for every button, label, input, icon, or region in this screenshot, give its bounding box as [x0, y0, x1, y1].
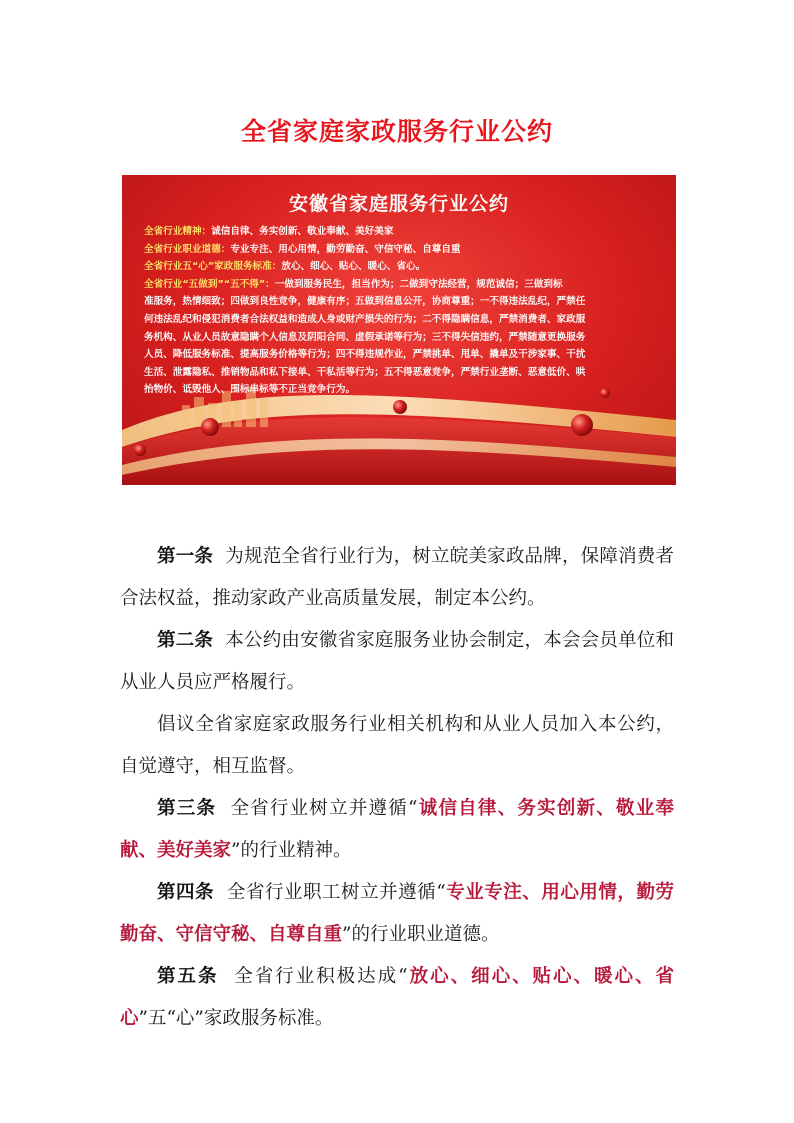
banner-text	[144, 223, 656, 399]
banner-line-label: 全省行业“五做到”“五不得”：	[144, 278, 275, 290]
banner-line-label: 全省行业精神：	[144, 226, 212, 237]
article-text: 全省行业积极达成“	[234, 966, 408, 987]
banner-line	[144, 241, 656, 259]
banner-line	[144, 293, 656, 311]
banner-line-text: 务机构、从业人员故意隐瞒个人信息及阴阳合同、虚假承诺等行为；三不得失信违约，严禁随意更换服务	[144, 331, 586, 343]
convention-articles	[120, 536, 674, 1040]
banner-line	[144, 381, 656, 399]
banner-line-text: 准服务，热情细致；四做到良性竞争，健康有序；五做到信息公开，协商尊重；一不得违法乱纪，严禁任	[144, 296, 586, 308]
banner-line	[144, 311, 656, 329]
article-text-end: ”的行业精神。	[231, 840, 352, 861]
article-text: 倡议全省家庭家政服务行业相关机构和从业人员加入本公约，自觉遵守，相互监督。	[120, 714, 674, 777]
banner-line-label: 全省行业五“心”家政服务标准：	[144, 261, 282, 273]
banner-line-text: 生活、泄露隐私、推销物品和私下接单、干私活等行为；五不得恶意竞争，严禁行业垄断、恶意低价、哄	[144, 366, 586, 378]
banner-line	[144, 346, 656, 364]
article-paragraph	[120, 788, 674, 872]
article-number: 第五条	[157, 966, 219, 987]
banner-line-text: 专业专注、用心用情，勤劳勤奋、守信守秘、自尊自重	[230, 243, 461, 255]
article-paragraph	[120, 956, 674, 1040]
article-text-end: ”五“心”家政服务标准。	[138, 1008, 334, 1029]
banner-line-text: 人员、降低服务标准、提高服务价格等行为；四不得违规作业，严禁挑单、甩单、撬单及干涉家事、干扰	[144, 349, 586, 361]
banner-line-text: 一做到服务民生，担当作为；二做到守法经营，规范诚信；三做到标	[274, 278, 563, 290]
article-text: 为规范全省行业行为，树立皖美家政品牌，保障消费者合法权益，推动家政产业高质量发展，制定本公约。	[120, 546, 674, 609]
banner-line-text: 放心、细心、贴心、暖心、省心。	[281, 261, 426, 273]
banner-line-text: 抬物价、诋毁他人、围标串标等不正当竞争行为。	[144, 384, 356, 396]
banner-title: 安徽省家庭服务行业公约	[288, 193, 509, 215]
banner-line-label: 全省行业职业道德：	[144, 243, 231, 255]
article-paragraph	[120, 536, 674, 620]
article-number: 第一条	[157, 546, 214, 567]
article-text: 全省行业树立并遵循“	[230, 798, 418, 819]
convention-banner-image	[122, 175, 676, 485]
banner-line	[144, 223, 656, 241]
banner-line	[144, 276, 656, 294]
article-paragraph	[120, 620, 674, 704]
banner-line	[144, 258, 656, 276]
article-text: 全省行业职工树立并遵循“	[226, 882, 446, 903]
document-title: 全省家庭家政服务行业公约	[240, 117, 553, 146]
article-number: 第三条	[157, 798, 217, 819]
article-text-end: ”的行业职业道德。	[342, 924, 500, 945]
article-highlight: 诚信自律、务实创新、敬业奉献、美好美家	[120, 798, 674, 861]
banner-line	[144, 364, 656, 382]
banner-line	[144, 329, 656, 347]
article-paragraph	[120, 704, 674, 788]
article-highlight: 放心、细心、贴心、暖心、省心	[120, 966, 674, 1029]
article-text: 本公约由安徽省家庭服务业协会制定，本会会员单位和从业人员应严格履行。	[120, 630, 674, 693]
article-highlight: 专业专注、用心用情，勤劳勤奋、守信守秘、自尊自重	[120, 882, 674, 945]
article-number: 第四条	[157, 882, 215, 903]
banner-line-text: 何违法乱纪和侵犯消费者合法权益和造成人身或财产损失的行为；二不得隐瞒信息，严禁消费者、家政服	[144, 313, 586, 325]
banner-line-text: 诚信自律、务实创新、敬业奉献、美好美家	[211, 226, 394, 237]
article-paragraph	[120, 872, 674, 956]
article-number: 第二条	[157, 630, 214, 651]
